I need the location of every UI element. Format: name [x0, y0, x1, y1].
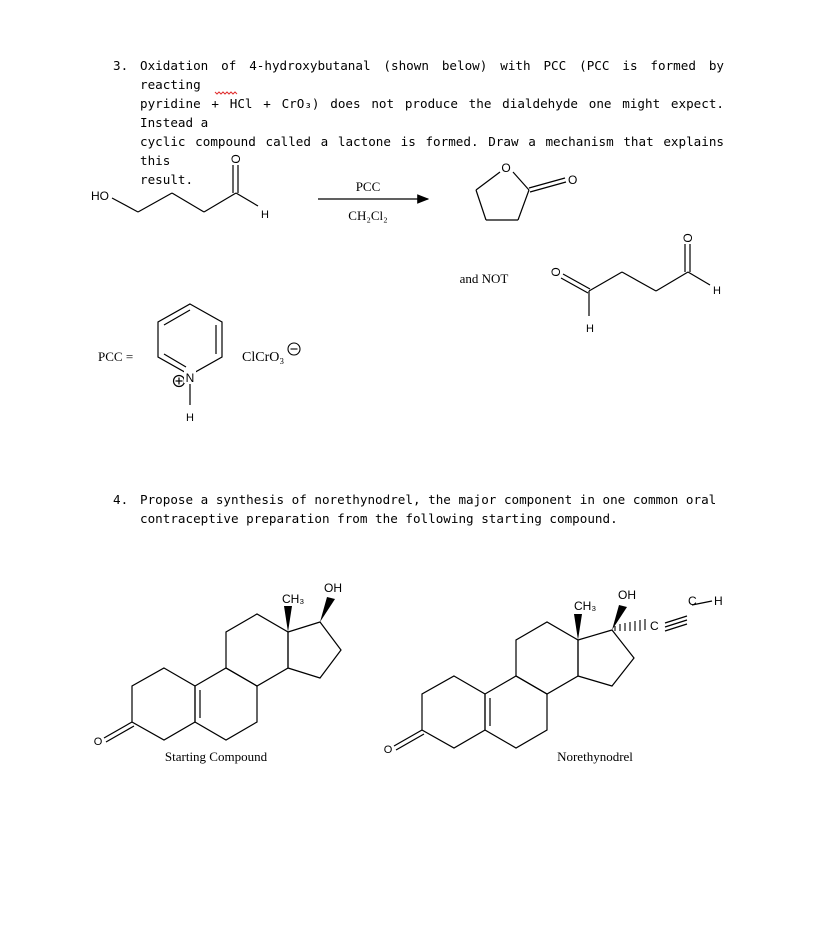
noreth-methyl-wedge — [574, 614, 582, 640]
alkyne-h: H — [714, 594, 723, 608]
lactone-carbonyl-o: O — [568, 173, 578, 187]
starting-compound-label: Starting Compound — [164, 749, 268, 764]
dialdehyde-o-right: O — [681, 233, 695, 243]
start-ketone-o: O — [93, 736, 103, 748]
dialdehyde-h-right: H — [713, 285, 721, 297]
atom-o: O — [229, 154, 243, 164]
question-4-number: 4. — [113, 492, 129, 507]
q3-line-2: pyridine + HCl + CrO₃) does not produce the dialdehyde one might expect. Instead a — [140, 96, 724, 130]
atom-ho: HO — [91, 189, 109, 203]
norethynodrel-label: Norethynodrel — [557, 749, 633, 764]
reagent-solvent: CH₂Cl₂ — [348, 208, 388, 223]
start-methyl-wedge — [284, 606, 292, 632]
norethynodrel-structure — [394, 601, 712, 750]
ethynyl-hash-bond — [615, 619, 645, 631]
lactone-ring-o: O — [501, 161, 511, 175]
question-3-number: 3. — [113, 58, 129, 73]
q4-line-1: Propose a synthesis of norethynodrel, the major component in one common oral — [140, 492, 717, 507]
start-oh-wedge — [320, 597, 335, 622]
starting-compound-structure — [104, 614, 341, 742]
start-ch3: CH₃ — [282, 592, 305, 606]
q3-line-4: result. — [140, 172, 194, 187]
pyridinium-ring — [158, 304, 222, 405]
reagent-pcc: PCC — [355, 179, 381, 194]
dialdehyde-o-left: O — [549, 267, 563, 277]
noreth-ch3: CH₃ — [574, 599, 597, 613]
alkyne-c-1: C — [650, 619, 659, 633]
hydroxybutanal-structure — [112, 165, 258, 212]
noreth-ketone-o: O — [383, 744, 393, 756]
lactone-structure — [476, 172, 566, 220]
q3-line-3: cyclic compound called a lactone is formed. Draw a mechanism that explains this — [140, 134, 724, 168]
noreth-oh: OH — [618, 588, 636, 602]
pcc-label: PCC = — [98, 349, 134, 364]
q3-line-1: Oxidation of 4-hydroxybutanal (shown below) with PCC (PCC is formed by reacting — [140, 58, 724, 92]
and-not-label: and NOT — [459, 271, 509, 286]
alkyne-c-2: C — [688, 594, 697, 608]
atom-h: H — [261, 209, 269, 221]
dialdehyde-structure — [561, 244, 710, 316]
start-oh: OH — [324, 581, 342, 595]
pcc-anion: ClCrO₃ — [242, 350, 285, 365]
spellcheck-squiggle — [215, 92, 237, 94]
pyridinium-h: H — [186, 412, 194, 424]
dialdehyde-h-left: H — [586, 323, 594, 335]
q4-line-2: contraceptive preparation from the following starting compound. — [140, 511, 618, 526]
negative-charge — [288, 343, 300, 355]
pyridinium-n: N — [185, 371, 195, 385]
